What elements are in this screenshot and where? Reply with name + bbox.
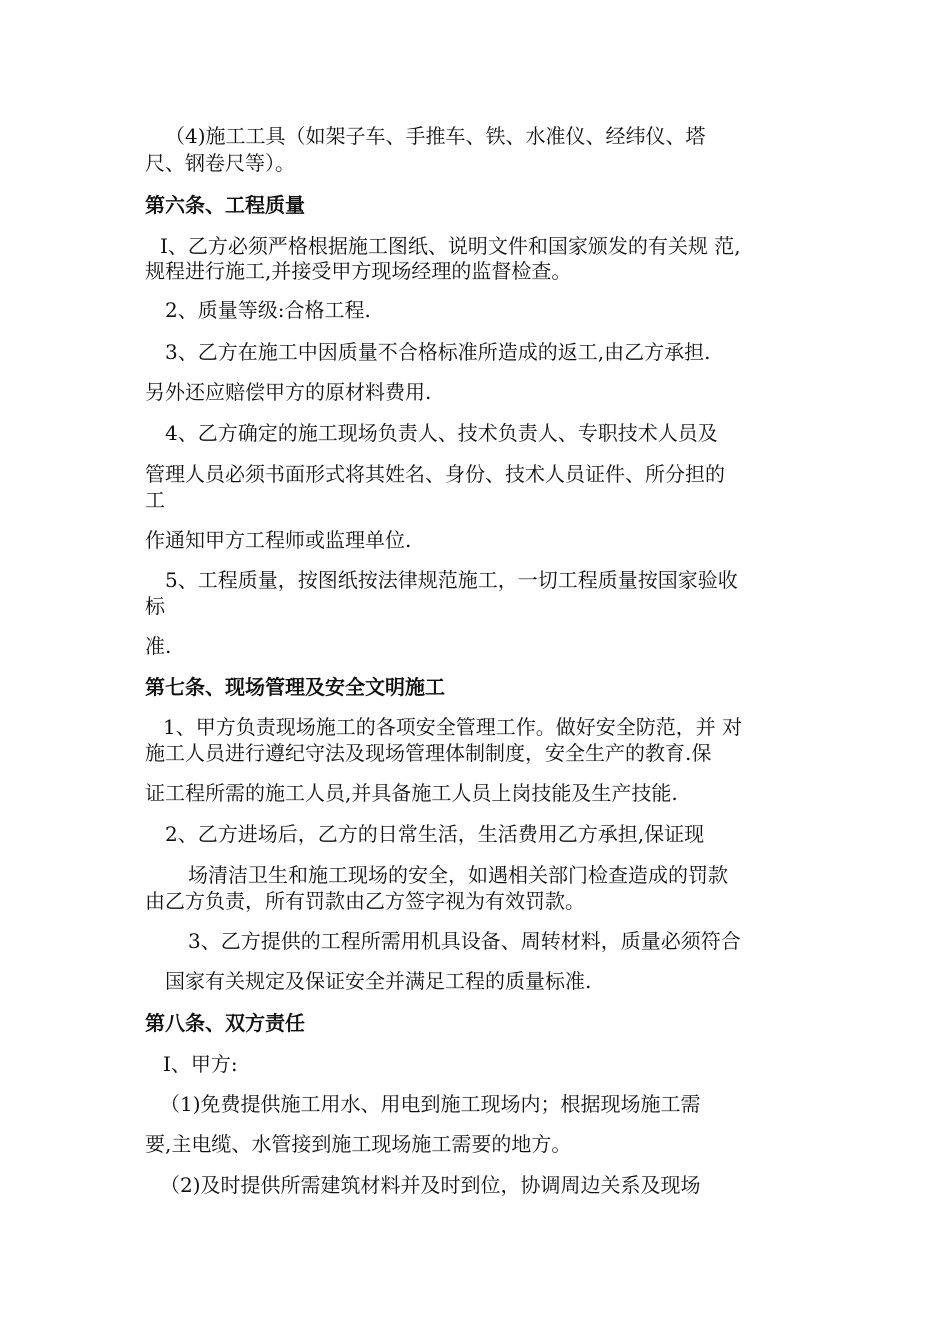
paragraph-line: 工 [145, 488, 165, 512]
paragraph-line: 5、工程质量，按图纸按法律规范施工，一切工程质量按国家验收 [165, 568, 738, 592]
paragraph-line: 国家有关规定及保证安全并满足工程的质量标准. [165, 969, 592, 993]
paragraph-line: 准. [145, 634, 172, 658]
paragraph-line: 另外还应赔偿甲方的原材料费用. [145, 380, 432, 404]
paragraph-line: 由乙方负责，所有罚款由乙方签字视为有效罚款。 [145, 889, 585, 913]
paragraph-line: 4、乙方确定的施工现场负责人、技术负责人、专职技术人员及 [165, 421, 718, 445]
paragraph-line: 3、乙方在施工中因质量不合格标准所造成的返工,由乙方承担. [165, 340, 711, 364]
paragraph-line: 3、乙方提供的工程所需用机具设备、周转材料，质量必须符合 [188, 929, 741, 953]
paragraph-line: 2、质量等级:合格工程. [165, 298, 371, 322]
paragraph-line: I、甲方: [163, 1052, 238, 1076]
paragraph-line: I、乙方必须严格根据施工图纸、说明文件和国家颁发的有关规 范, [160, 234, 741, 258]
paragraph-line: 1、甲方负责现场施工的各项安全管理工作。做好安全防范，并 对 [163, 715, 743, 739]
paragraph-line: （2)及时提供所需建筑材料并及时到位，协调周边关系及现场 [160, 1173, 701, 1197]
paragraph-line: 标 [145, 594, 165, 618]
paragraph-line: 2、乙方进场后，乙方的日常生活，生活费用乙方承担,保证现 [165, 822, 705, 846]
paragraph-line: 尺、钢卷尺等）。 [145, 151, 295, 175]
paragraph-line: （1)免费提供施工用水、用电到施工现场内；根据现场施工需 [160, 1092, 701, 1116]
paragraph-line: （4)施工工具（如架子车、手推车、铁、水准仪、经纬仪、塔 [165, 124, 706, 148]
section-heading-6: 第六条、工程质量 [145, 193, 305, 217]
paragraph-line: 场清洁卫生和施工现场的安全，如遇相关部门检查造成的罚款 [188, 863, 728, 887]
paragraph-line: 施工人员进行遵纪守法及现场管理体制制度，安全生产的教育.保 [145, 741, 712, 765]
paragraph-line: 作通知甲方工程师或监理单位. [145, 528, 412, 552]
paragraph-line: 管理人员必须书面形式将其姓名、身份、技术人员证件、所分担的 [145, 462, 725, 486]
section-heading-7: 第七条、现场管理及安全文明施工 [145, 675, 445, 699]
paragraph-line: 要,主电缆、水管接到施工现场施工需要的地方。 [145, 1132, 572, 1156]
paragraph-line: 证工程所需的施工人员,并具备施工人员上岗技能及生产技能. [145, 781, 678, 805]
section-heading-8: 第八条、双方责任 [145, 1011, 305, 1035]
paragraph-line: 规程进行施工,并接受甲方现场经理的监督检查。 [145, 259, 572, 283]
